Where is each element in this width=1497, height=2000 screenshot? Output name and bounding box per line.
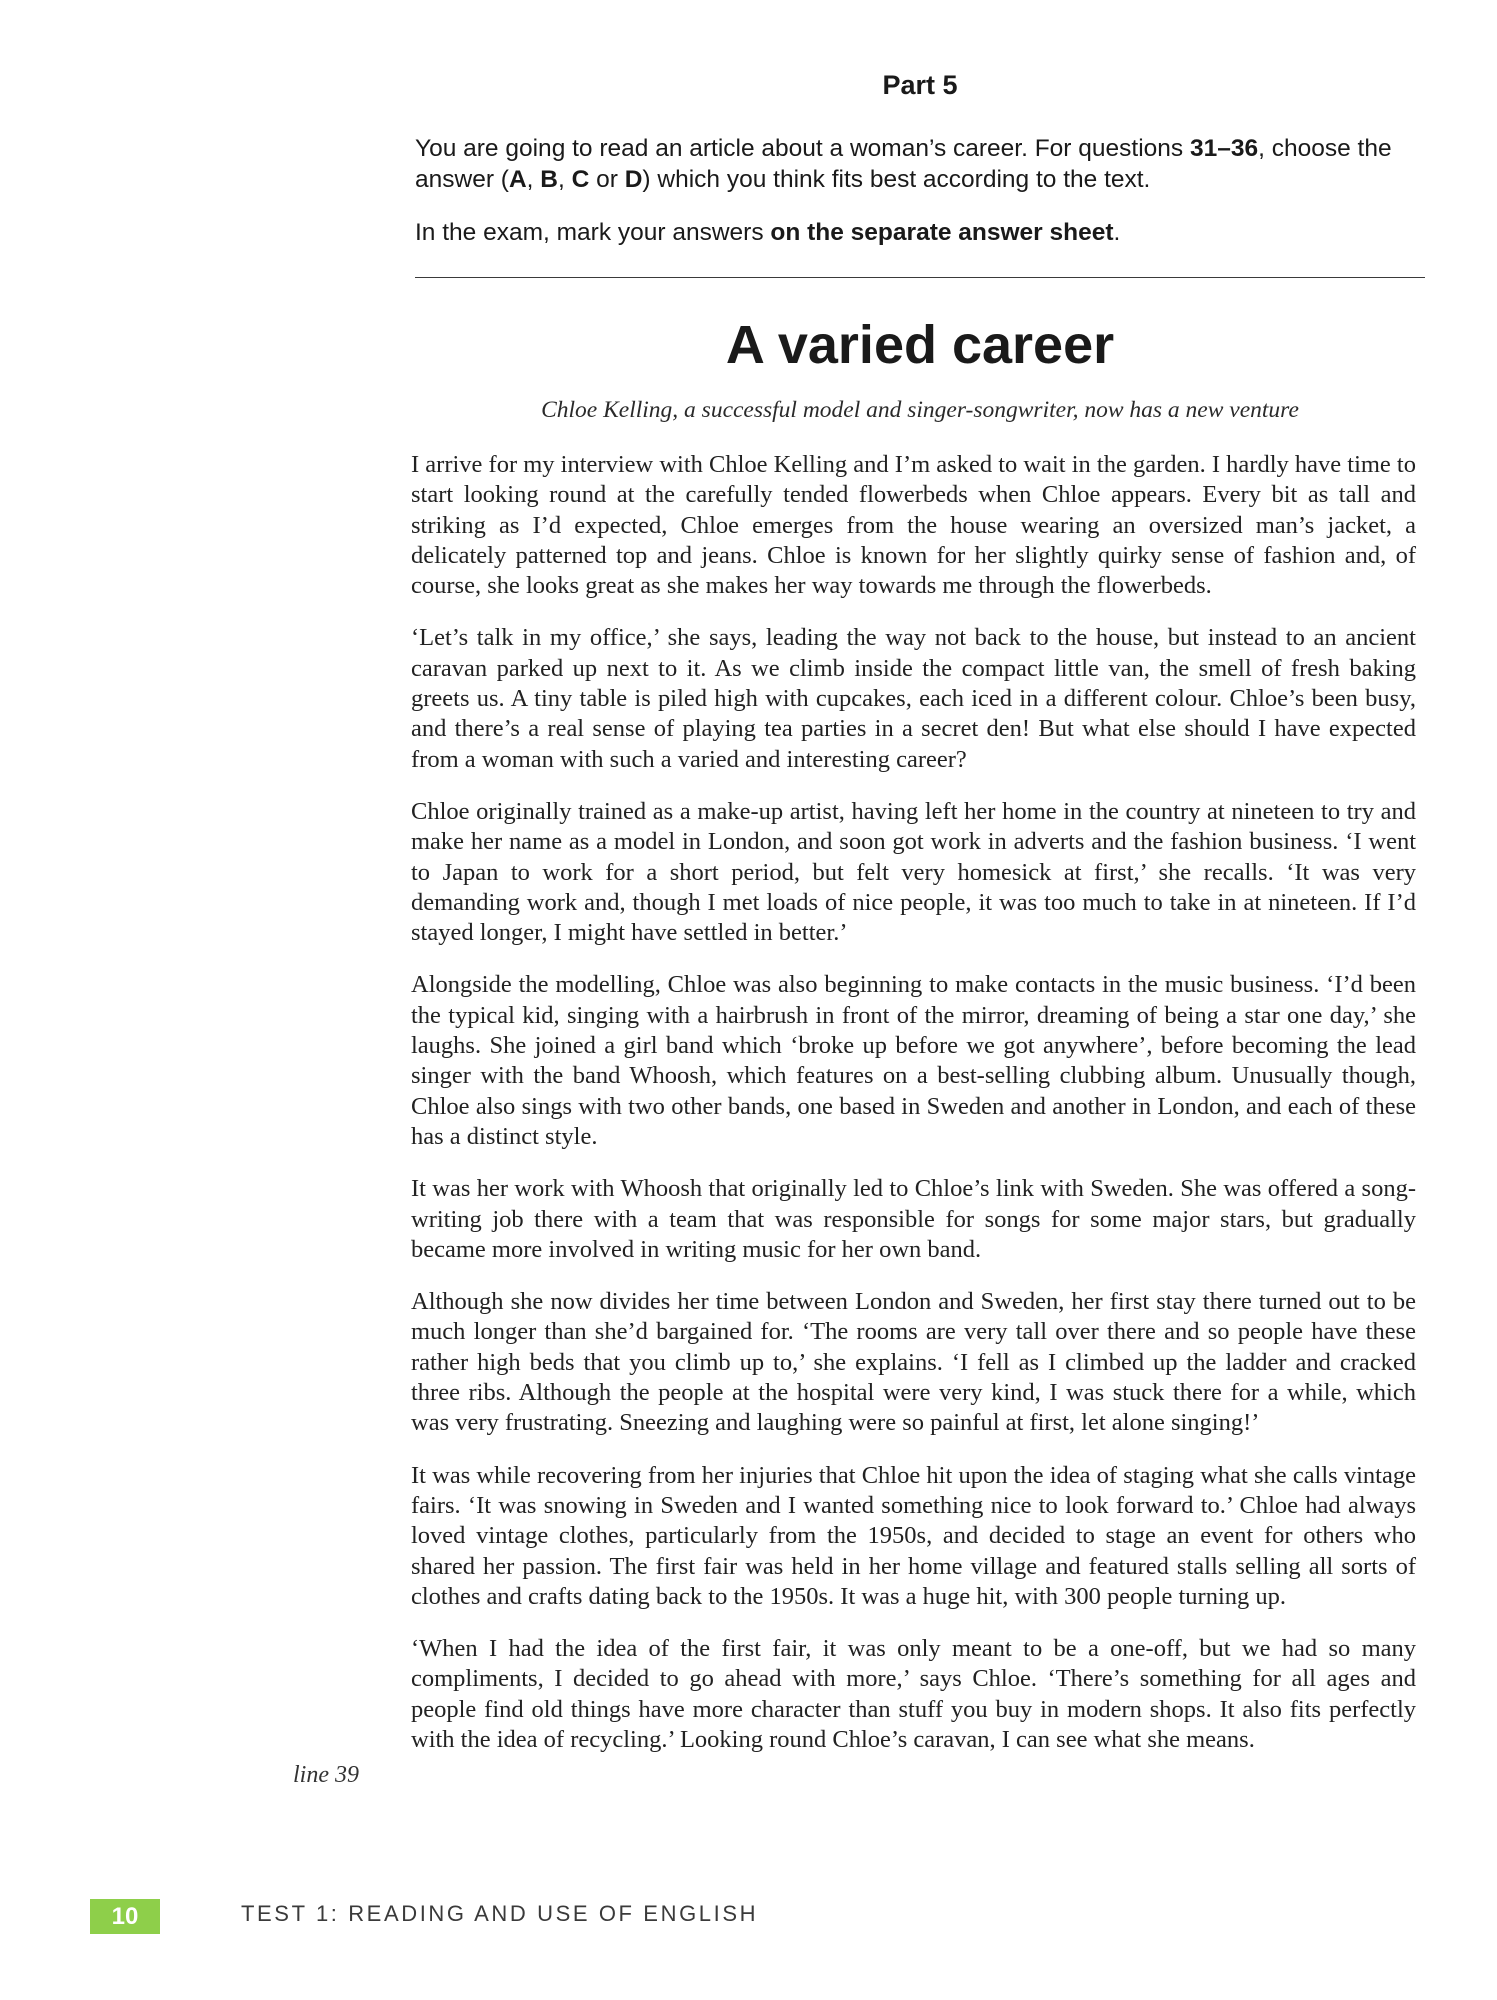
part-title: Part 5 [882, 70, 958, 100]
instr-text: , [557, 166, 572, 193]
option-d: D [624, 166, 643, 193]
article-paragraph: ‘When I had the idea of the first fair, it was only meant to be a one-off, but we had so many compliments, I decided to go ahead with more,’ says Chloe. ‘There’s something for all ages and people find old things have more character than stuff you buy in modern shops. It also fits perfectly with the idea of recycling.’ Looking round Chloe’s caravan, I can see what she means. [411, 1635, 1416, 1753]
instructions [415, 133, 1430, 270]
instr-text: ) which you think fits best according to the text. [642, 166, 1151, 193]
question-range: 31–36 [1189, 135, 1259, 162]
article-paragraph: Although she now divides her time between London and Sweden, her first stay there turned out to be much longer than she’d bargained for. ‘The rooms are very tall over there and so people have these rather high beds that you climb up to,’ she explains. ‘I fell as I climbed up the ladder and cracked three ribs. Although the people at the hospital were very kind, I was stuck there for a while, which was very frustrating. Sneezing and laughing were so painful at first, let alone singing!’ [411, 1288, 1416, 1437]
article-paragraph: Alongside the modelling, Chloe was also beginning to make contacts in the music business. ‘I’d been the typical kid, singing with a hairbrush in front of the mirror, dreaming of being a star one day,’ she laughs. She joined a girl band which ‘broke up before we got anywhere’, before becoming the lead singer with the band Whoosh, which features on a best-selling clubbing album. Unusually though, Chloe also sings with two other bands, one based in Sweden and another in London, and each of these has a distinct style. [411, 971, 1416, 1150]
divider-line [415, 277, 1425, 278]
article-title: A varied career [725, 315, 1115, 375]
instr-text: In the exam, mark your answers [415, 219, 771, 246]
footer-section-label: TEST 1: READING AND USE OF ENGLISH [241, 1901, 759, 1926]
article-body [411, 450, 1416, 1777]
option-b: B [540, 166, 558, 193]
line-number-marker: line 39 [293, 1762, 359, 1788]
instr-text: , choose the answer ( [415, 135, 1392, 193]
instr-text: or [589, 166, 625, 193]
option-a: A [508, 166, 527, 193]
instr-text: , [526, 166, 541, 193]
article-paragraph: Chloe originally trained as a make-up artist, having left her home in the country at nineteen to try and make her name as a model in London, and soon got work in adverts and the fashion business. ‘I went to Japan to work for a short period, but felt very homesick at first,’ she recalls. ‘It was very demanding work and, though I met loads of nice people, it was too much to take in at nineteen. If I’d stayed longer, I might have settled in better.’ [411, 797, 1416, 947]
article-paragraph: ‘Let’s talk in my office,’ she says, leading the way not back to the house, but instead to an ancient caravan parked up next to it. As we climb inside the compact little van, the smell of fresh baking greets us. A tiny table is piled high with cupcakes, each iced in a different colour. Chloe’s been busy, and there’s a real sense of playing tea parties in a secret den! But what else should I have expected from a woman with such a varied and interesting career? [411, 624, 1416, 773]
answer-sheet-emphasis: on the separate answer sheet [770, 219, 1114, 246]
option-c: C [571, 166, 590, 193]
article-paragraph: I arrive for my interview with Chloe Kelling and I’m asked to wait in the garden. I hardly have time to start looking round at the carefully tended flowerbeds when Chloe appears. Every bit as tall and striking as I’d expected, Chloe emerges from the house wearing an oversized man’s jacket, a delicately patterned top and jeans. Chloe is known for her slightly quirky sense of fashion and, of course, she looks great as she makes her way towards me through the flowerbeds. [411, 451, 1416, 600]
article-paragraph: It was her work with Whoosh that originally led to Chloe’s link with Sweden. She was offered a song-writing job there with a team that was responsible for songs for some major stars, but gradually became more involved in writing music for her own band. [411, 1175, 1416, 1263]
instructions-paragraph-2 [415, 217, 1430, 248]
instr-text: You are going to read an article about a woman’s career. For questions [415, 135, 1190, 162]
article-standfirst: Chloe Kelling, a successful model and singer-songwriter, now has a new venture [541, 397, 1299, 423]
page-number-badge: 10 [90, 1899, 160, 1934]
instructions-paragraph-1 [415, 133, 1430, 195]
instr-text: . [1113, 219, 1121, 246]
article-paragraph: It was while recovering from her injuries that Chloe hit upon the idea of staging what she calls vintage fairs. ‘It was snowing in Sweden and I wanted something nice to look forward to.’ Chloe had always loved vintage clothes, particularly from the 1950s, and decided to stage an event for others who shared her passion. The first fair was held in her home village and featured stalls selling all sorts of clothes and crafts dating back to the 1950s. It was a huge hit, with 300 people turning up. [411, 1461, 1416, 1610]
